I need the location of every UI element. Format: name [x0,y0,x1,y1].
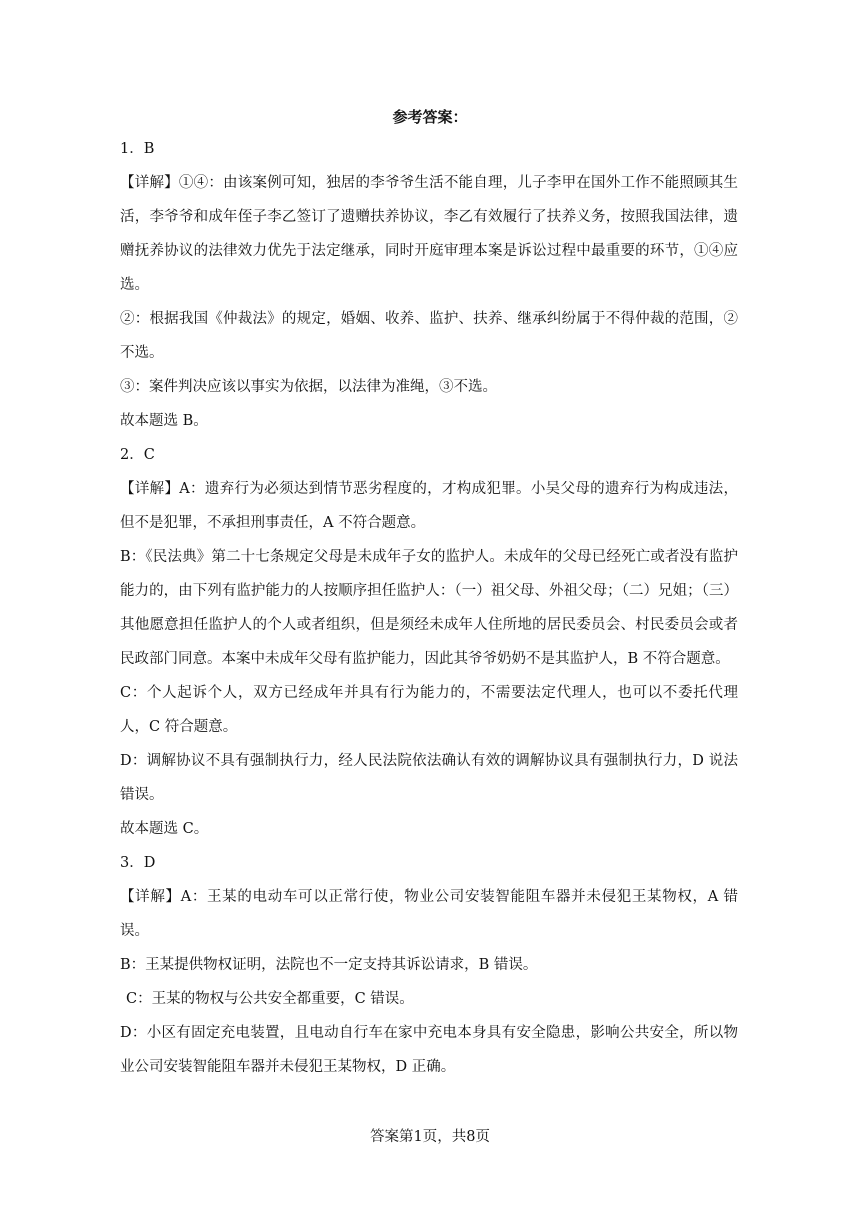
question-number: 1．B [120,141,155,157]
explanation-paragraph: D：小区有固定充电装置，且电动自行车在家中充电本身具有安全隐患，影响公共安全，所以物业公司安装智能阻车器并未侵犯王某物权，D 正确。 [120,1025,738,1075]
explanation-paragraph: D：调解协议不具有强制执行力，经人民法院依法确认有效的调解协议具有强制执行力，D 说法错误。 [120,753,738,803]
answer-content [120,132,738,1084]
question-1 [120,132,738,438]
conclusion-paragraph: 故本题选 B。 [120,413,208,429]
explanation-paragraph: B：王某提供物权证明，法院也不一定支持其诉讼请求，B 错误。 [120,957,538,973]
explanation-paragraph: 【详解】A：遗弃行为必须达到情节恶劣程度的，才构成犯罪。小吴父母的遗弃行为构成违法，但不是犯罪，不承担刑事责任，A 不符合题意。 [120,481,738,531]
conclusion-paragraph: 故本题选 C。 [120,821,209,837]
question-number: 2．C [120,447,155,463]
answer-key-title: 参考答案： [392,108,468,126]
explanation-paragraph: B：《民法典》第二十七条规定父母是未成年子女的监护人。未成年的父母已经死亡或者没有监护能力的，由下列有监护能力的人按顺序担任监护人：（一）祖父母、外祖父母；（二）兄姐；（三）其他愿意担任监护人的个人或者组织，但是须经未成年人住所地的居民委员会、村民委员会或者民政部门同意。本案中未成年父母有监护能力，因此其爷爷奶奶不是其监护人，B 不符合题意。 [120,549,738,667]
page-footer: 答案第1页，共8页 [370,1129,490,1145]
question-2 [120,438,738,846]
explanation-paragraph: C：王某的物权与公共安全都重要，C 错误。 [126,991,414,1007]
explanation-paragraph: 【详解】①④：由该案例可知，独居的李爷爷生活不能自理，儿子李甲在国外工作不能照顾其生活，李爷爷和成年侄子李乙签订了遗赠扶养协议，李乙有效履行了扶养义务，按照我国法律，遗赠抚养协议的法律效力优先于法定继承，同时开庭审理本案是诉讼过程中最重要的环节，①④应选。 [120,175,738,293]
explanation-paragraph: ③：案件判决应该以事实为依据，以法律为准绳，③不选。 [120,379,497,395]
question-number: 3．D [120,855,156,871]
question-3 [120,846,738,1084]
explanation-paragraph: ②：根据我国《仲裁法》的规定，婚姻、收养、监护、扶养、继承纠纷属于不得仲裁的范围，②不选。 [120,311,738,361]
explanation-paragraph: 【详解】A：王某的电动车可以正常行使，物业公司安装智能阻车器并未侵犯王某物权，A 错误。 [120,889,738,939]
explanation-paragraph: C：个人起诉个人，双方已经成年并具有行为能力的，不需要法定代理人，也可以不委托代理人，C 符合题意。 [120,685,738,735]
